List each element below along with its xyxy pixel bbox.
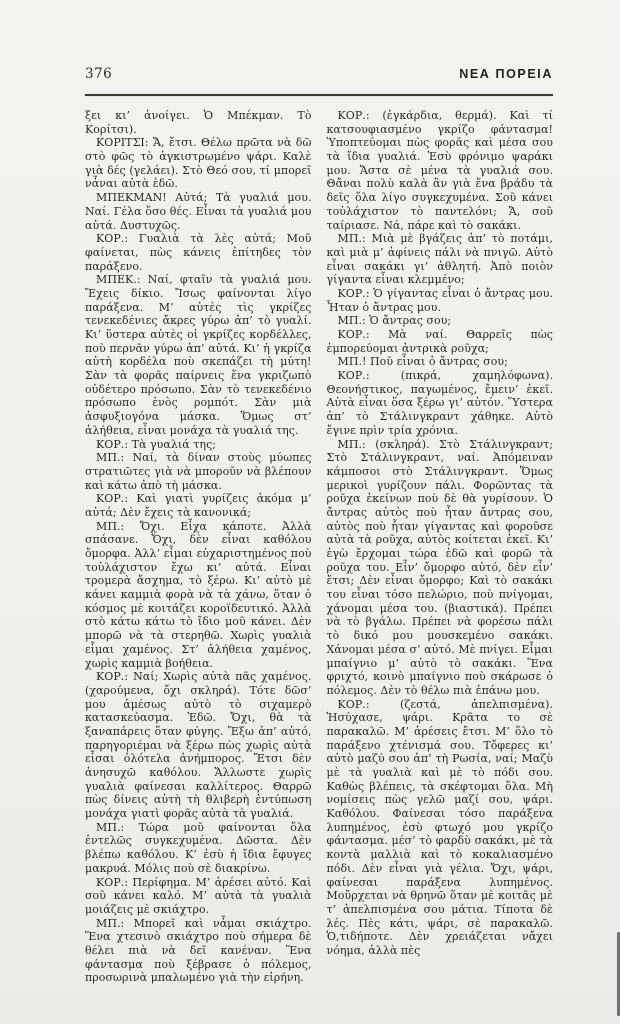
paragraph-continuation: ξει κι’ ἀνοίγει. Ὁ Μπέκμαν. Τὸ Κορίτσι). [85,109,312,136]
dialogue-paragraph: ΜΠ.: Μιὰ μὲ βγάζεις ἀπ’ τὸ ποτάμι, καὶ μιὰ μ’ ἀφίνεις πάλι νὰ πνιγῶ. Αὐτὸ εἶναι σακάκι γι’ ἀθλητή. Ἀπὸ ποιὸν γίγαντα εἶναι κλεμμένο; [326,232,553,287]
dialogue-paragraph: ΚΟΡ.: (ἐγκάρδια, θερμά). Καὶ τί κατσουφιασμένο γκρίζο φάντασμα! Ὑποπτεύομαι πὼς φορᾶς καὶ μέσα σου τὰ ἴδια γυαλιά. Ἐσὺ φρόνιμο ψαράκι μου. Ἄστα σὲ μένα τὰ γυαλιά σου. Θἄναι πολὺ καλὰ ἂν γιὰ ἕνα βράδυ τὰ δεῖς ὅλα λίγο συγκεχυμένα. Σοῦ κάνει τοὐλάχιστον τὸ παντελόνι; Ἄ, σοῦ ταίριασε. Νά, πάρε καὶ τὸ σακάκι. [326,109,553,232]
dialogue-paragraph: ΜΠ.: Ὄχι. Εἶχα κάποτε. Ἀλλὰ σπάσανε. Ὄχι, δὲν εἶναι καθόλου ὄμορφα. Ἀλλ’ εἶμαι εὐχαριστημένος ποὺ τοὐλάχιστον ἔχω κι’ αὐτά. Εἶναι τρομερὰ ἄσχημα, τὸ ξέρω. Κι’ αὐτὸ μὲ κάνει καμμιὰ φορὰ νὰ τὰ χάνω, ὅταν ὁ κόσμος μὲ κοιτάζει κοροϊδευτικό. Ἀλλὰ στὸ κάτω κάτω τὸ ἴδιο μοῦ κάνει. Δὲν μπορῶ νὰ τὰ στερηθῶ. Χωρὶς γυαλιὰ εἶμαι χαμένος. Στ’ ἀλήθεια χαμένος, χωρὶς καμμιὰ βοήθεια. [85,519,312,670]
dialogue-paragraph: ΜΠ.: Τώρα μοῦ φαίνονται ὅλα ἐντελῶς συγκεχυμένα. Δῶστα. Δὲν βλέπω καθόλου. Κ’ ἐσὺ ἡ ἴδια ἔφυγες μακρυά. Μόλις ποὺ σὲ διακρίνω. [85,820,312,875]
dialogue-paragraph: ΚΟΡΙΤΣΙ: Ἄ, ἔτσι. Θέλω πρῶτα νὰ δῶ στὸ φῶς τὸ ἀγκιστρωμένο ψάρι. Καλὲ γιὰ δές (γελάει). Στὸ Θεό σου, τί μπορεῖ νἆναι αὐτὰ ἐδῶ. [85,136,312,191]
dialogue-paragraph: ΚΟΡ.: Περίφημα. Μ’ ἀρέσει αὐτό. Καὶ σοῦ κάνει καλό. Μ’ αὐτὰ τὰ γυαλιὰ μοιάζεις μὲ σκιάχτρο. [85,875,312,916]
dialogue-paragraph: ΚΟΡ.: Τὰ γυαλιά της; [96,437,217,451]
dialogue-paragraph: ΚΟΡ.: Γυαλιὰ τὰ λὲς αὐτά; Μοῦ φαίνεται, πὼς κάνεις ἐπίτηδες τὸν παράξενο. [85,232,312,273]
dialogue-paragraph: ΜΠ.: Μπορεῖ καὶ νἆμαι σκιάχτρο. Ἕνα χτεσινὸ σκιάχτρο ποὺ σήμερα δὲ θέλει πιὰ νὰ δεῖ κανέναν. Ἕνα φάντασμα ποὺ ξέβρασε ὁ πόλεμος, προσωρινὰ μπαλωμένο γιὰ τὴν εἰρήνη. [85,916,312,985]
dialogue-paragraph: ΜΠ.: (σκληρά). Στὸ Στάλινγκραντ; Στὸ Στάλινγκραντ, ναί. Ἀπόμειναν κάμποσοι στὸ Στάλινγκραντ. Ὅμως μερικοὶ γυρίζουν πάλι. Φορῶντας τὰ ροῦχα ἐκείνων ποὺ δὲ θὰ γυρίσουν. Ὁ ἄντρας αὐτὸς ποὺ ἦταν ἄντρας σου, αὐτὸς ποὺ ἦταν γίγαντας καὶ φοροῦσε αὐτὰ τὰ ροῦχα, αὐτὸς κοίτεται ἐκεῖ. Κι’ ἐγὼ ἔρχομαι τώρα ἐδῶ καὶ φορῶ τὰ ροῦχα του. Εἶν’ ὄμορφο αὐτό, δὲν εἶν’ ἔτσι; Δὲν εἶναι ὄμορφο; Καὶ τὸ σακάκι του εἶναι τόσο πελώριο, ποὺ πνίγομαι, χάνομαι μέσα του. (βιαστικά). Πρέπει νὰ τὸ βγάλω. Πρέπει νὰ φορέσω πάλι τὸ δικό μου μουσκεμένο σακάκι. Χάνομαι μέσα σ’ αὐτό. Μὲ πνίγει. Εἶμαι μπαίγνιο μ’ αὐτὸ τὸ σακάκι. Ἕνα φριχτό, κοινὸ μπαίγνιο ποὺ σκάρωσε ὁ πόλεμος. Δὲν τὸ θέλω πιὰ ἐπάνω μου. [326,437,553,697]
right-column [327,109,554,985]
dialogue-paragraph: ΚΟΡ.: Ὁ γίγαντας εἶναι ὁ ἄντρας μου. Ἦταν ὁ ἄντρας μου. [326,286,553,314]
page-header [85,66,553,82]
dialogue-paragraph: ΚΟΡ.: Καὶ γιατὶ γυρίζεις ἀκόμα μ’ αὐτά; Δὲν ἔχεις τὰ κανονικά; [85,492,312,519]
journal-title: ΝΕΑ ΠΟΡΕΙΑ [459,67,553,81]
page-number: 376 [85,66,113,82]
left-column [85,109,312,985]
dialogue-paragraph: ΜΠ.: Ναί, τὰ δίναν στοὺς μύωπες στρατιῶτες γιὰ νὰ μποροῦν νὰ βλέπουν καὶ κάτω ἀπὸ τὴ μάσκα. [85,451,312,492]
header-rule [85,94,553,96]
dialogue-paragraph: ΜΠΕΚ.: Ναί, φταῖν τὰ γυαλιά μου. Ἔχεις δίκιο. Ἴσως φαίνονται λίγο παράξενα. Μ’ αὐτὲς τὶς γκρίζες τενεκεδένιες ἄκρες γύρω ἀπ’ τὸ γυαλί. Κι’ ὕστερα αὐτὲς οἱ γκρίζες κορδέλλες, ποὺ περνᾶν γύρω ἀπ’ αὐτά. Κι’ ἡ γκρίζα αὐτὴ κορδέλα ποὺ σκεπάζει τὴ μύτη! Σὰν τὰ φορᾶς παίρνεις ἕνα γκριζωπὸ οὐδέτερο πρόσωπο. Σὰν τὸ τενεκεδένιο πρόσωπο ἑνὸς ρομπότ. Σὰν μιὰ ἀσφυξιογόνα μάσκα. Ὅμως στ’ ἀλήθεια, εἶναι μονάχα τὰ γυαλιά της. [85,273,312,437]
text-columns [85,109,553,985]
dialogue-paragraph: ΚΟΡ.: (ζεστά, ἀπελπισμένα). Ἡσύχασε, ψάρι. Κρᾶτα το σὲ παρακαλῶ. Μ’ ἀρέσεις ἔτσι. Μ’ ὅλο τὸ παράξενο χτένισμά σου. Τὄφερες κι’ αὐτὸ μαζύ σου ἀπ’ τὴ Ρωσία, ναί; Μαζὺ μὲ τὰ γυαλιὰ καὶ μὲ τὸ πόδι σου. Καθὼς βλέπεις, τὰ σκέφτομαι ὅλα. Μὴ νομίσεις πὼς γελῶ μαζί σου, ψάρι. Καθόλου. Φαίνεσαι τόσο παράξενα λυπημένος, ἐσὺ φτωχό μου γκρίζο φάντασμα. μέσ’ τὸ φαρδὺ σακάκι, μὲ τὰ κοντὰ μαλλιὰ καὶ τὸ κοκαλιασμένο πόδι. Δὲν εἶναι γιὰ γέλια. Ὄχι, ψάρι, φαίνεσαι παράξενα λυπημένος. Μοὔρχεται νὰ θρηνῶ ὅταν μὲ κοιτᾶς μὲ τ’ ἀπελπισμένα σου μάτια. Τίποτα δὲ λές. Πὲς κάτι, ψάρι, σὲ παρακαλῶ. Ὁ,τιδήποτε. Δὲν χρειάζεται νἄχει νόημα, ἀλλὰ πὲς [326,697,553,957]
dialogue-paragraph: ΜΠ.! Ποῦ εἶναι ὁ ἄντρας σου; [337,355,508,369]
dialogue-paragraph: ΚΟΡ.: Μὰ ναί. Θαρρεῖς πὼς ἐμπορεύομαι ἀντρικὰ ροῦχα; [326,328,553,355]
dialogue-paragraph: ΜΠΕΚΜΑΝ! Αὐτά; Τὰ γυαλιά μου. Ναί. Γέλα ὅσο θές. Εἶναι τὰ γυαλιά μου αὐτά. Δυστυχῶς. [85,191,312,232]
dialogue-paragraph: ΚΟΡ.: Ναί; Χωρὶς αὐτὰ πᾶς χαμένος. (χαρούμενα, ὄχι σκληρά). Τότε δῶσ’ μου ἀμέσως αὐτὸ τὸ σιχαμερὸ κατασκεύασμα. Ἐδῶ. Ὄχι, θὰ τὰ ξαναπάρεις ὅταν φύγης. Ἔξω ἀπ’ αὐτό, παρηγοριέμαι νὰ ξέρω πὼς χωρὶς αὐτὰ εἶσαι ὁλότελα ἀνήμπορος. Ἔτσι δὲν ἀνησυχῶ καθόλου. Ἄλλωστε χωρὶς γυαλιὰ φαίνεσαι καλλίτερος. Θαρρῶ πὼς δίνεις αὐτὴ τὴ θλιβερὴ ἐντύπωση μονάχα γιατὶ φορᾶς αὐτὰ τὰ γυαλιά. [85,670,312,821]
dialogue-paragraph: ΜΠ.: Ὁ ἄντρας σου; [337,314,452,328]
dialogue-paragraph: ΚΟΡ.: (πικρά, χαμηλόφωνα). Θεονήστικος, παγωμένος, ἔμειν’ ἐκεῖ. Αὐτὰ εἶναι ὅσα ξέρω γι’ αὐτόν. Ὕστερα ἀπ’ τὸ Στάλινγκραντ χάθηκε. Αὐτὸ ἔγινε πρὶν τρία χρόνια. [326,369,553,437]
